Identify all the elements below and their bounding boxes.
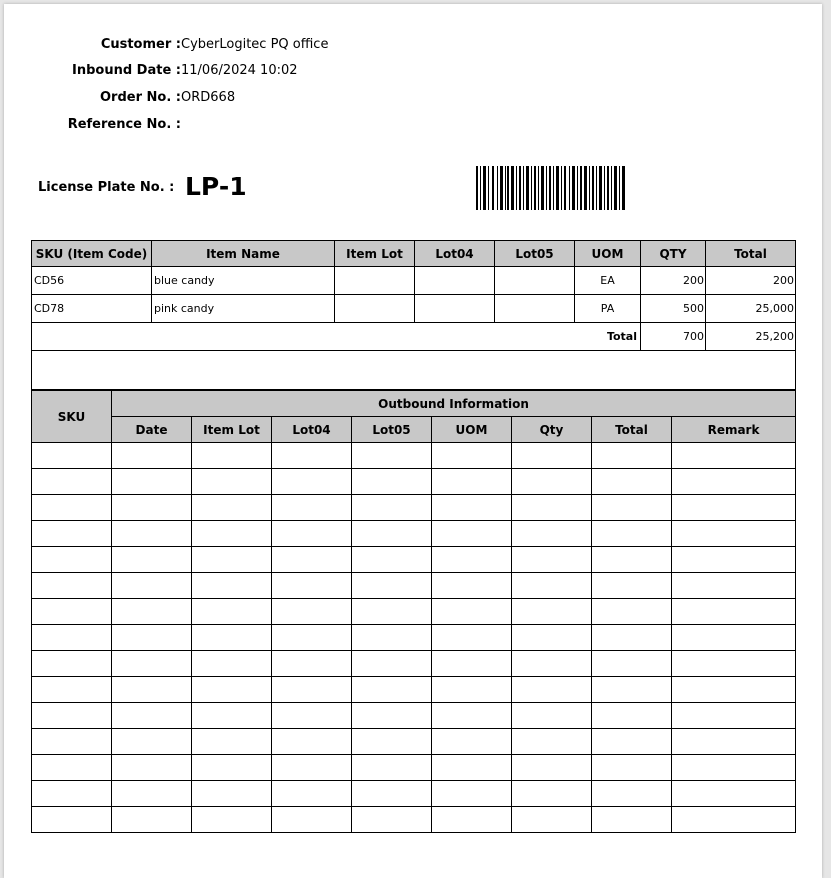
table-row	[32, 807, 796, 833]
empty-cell	[672, 521, 796, 547]
empty-cell	[112, 703, 192, 729]
empty-cell	[112, 755, 192, 781]
empty-cell	[432, 807, 512, 833]
empty-cell	[192, 703, 272, 729]
empty-cell	[112, 651, 192, 677]
header-qty: QTY	[641, 241, 706, 267]
empty-cell	[672, 625, 796, 651]
header-uom: UOM	[575, 241, 641, 267]
empty-cell	[192, 651, 272, 677]
empty-cell	[272, 755, 352, 781]
header-date: Date	[112, 417, 192, 443]
total-row	[32, 323, 796, 351]
empty-cell	[512, 625, 592, 651]
empty-cell	[432, 781, 512, 807]
empty-cell	[32, 469, 112, 495]
cell-item-name: pink candy	[152, 295, 335, 323]
order-no-row	[4, 90, 822, 106]
empty-cell	[592, 573, 672, 599]
table-row	[32, 495, 796, 521]
items-header-row	[32, 241, 796, 267]
empty-cell	[432, 703, 512, 729]
empty-cell	[32, 703, 112, 729]
empty-cell	[512, 703, 592, 729]
customer-label: Customer :	[100, 37, 181, 52]
cell-item-name: blue candy	[152, 267, 335, 295]
cell-total: 25,000	[706, 295, 796, 323]
empty-cell	[512, 521, 592, 547]
empty-cell	[592, 703, 672, 729]
empty-cell	[32, 781, 112, 807]
empty-cell	[32, 443, 112, 469]
empty-cell	[512, 781, 592, 807]
empty-cell	[352, 755, 432, 781]
empty-cell	[672, 729, 796, 755]
header-item-name: Item Name	[152, 241, 335, 267]
empty-cell	[272, 521, 352, 547]
empty-cell	[592, 677, 672, 703]
empty-cell	[272, 729, 352, 755]
inbound-date-row	[4, 63, 822, 79]
empty-cell	[112, 677, 192, 703]
empty-cell	[352, 807, 432, 833]
empty-cell	[672, 807, 796, 833]
reference-no-row	[4, 117, 822, 133]
empty-cell	[352, 495, 432, 521]
empty-cell	[192, 677, 272, 703]
empty-cell	[672, 677, 796, 703]
empty-cell	[432, 521, 512, 547]
empty-cell	[592, 469, 672, 495]
empty-cell	[192, 443, 272, 469]
empty-cell	[272, 573, 352, 599]
empty-cell	[432, 495, 512, 521]
cell-lot05	[495, 267, 575, 295]
empty-cell	[432, 573, 512, 599]
barcode-image	[476, 166, 628, 210]
cell-lot05	[495, 295, 575, 323]
empty-cell	[352, 625, 432, 651]
total-qty: 700	[641, 323, 706, 351]
empty-cell	[32, 547, 112, 573]
empty-cell	[672, 755, 796, 781]
empty-cell	[192, 547, 272, 573]
empty-cell	[272, 495, 352, 521]
header-sku: SKU (Item Code)	[32, 241, 152, 267]
empty-cell	[32, 521, 112, 547]
empty-cell	[352, 521, 432, 547]
outbound-body	[32, 443, 796, 833]
empty-cell	[192, 521, 272, 547]
empty-cell	[352, 651, 432, 677]
cell-lot04	[415, 295, 495, 323]
empty-cell	[592, 807, 672, 833]
license-plate-value: LP-1	[185, 172, 247, 201]
empty-cell	[352, 677, 432, 703]
table-row	[32, 755, 796, 781]
table-row	[32, 573, 796, 599]
header-lot05: Lot05	[352, 417, 432, 443]
empty-cell	[672, 547, 796, 573]
customer-row	[4, 37, 822, 53]
header-qty: Qty	[512, 417, 592, 443]
empty-cell	[672, 599, 796, 625]
empty-cell	[32, 807, 112, 833]
outbound-table	[31, 390, 796, 833]
empty-cell	[352, 729, 432, 755]
header-remark: Remark	[672, 417, 796, 443]
empty-cell	[112, 521, 192, 547]
table-row	[32, 443, 796, 469]
spacer-cell	[32, 351, 796, 390]
empty-cell	[352, 573, 432, 599]
empty-cell	[352, 443, 432, 469]
empty-cell	[112, 573, 192, 599]
table-row	[32, 781, 796, 807]
table-row	[32, 729, 796, 755]
empty-cell	[592, 781, 672, 807]
empty-cell	[272, 677, 352, 703]
table-row	[32, 547, 796, 573]
empty-cell	[512, 495, 592, 521]
empty-cell	[592, 547, 672, 573]
spacer-row	[32, 351, 796, 390]
empty-cell	[592, 729, 672, 755]
table-row	[32, 295, 796, 323]
empty-cell	[432, 755, 512, 781]
empty-cell	[672, 443, 796, 469]
empty-cell	[512, 547, 592, 573]
inbound-date-label: Inbound Date :	[72, 63, 181, 78]
empty-cell	[272, 651, 352, 677]
empty-cell	[192, 755, 272, 781]
table-row	[32, 625, 796, 651]
empty-cell	[192, 495, 272, 521]
empty-cell	[272, 625, 352, 651]
empty-cell	[272, 469, 352, 495]
cell-sku: CD78	[32, 295, 152, 323]
empty-cell	[512, 755, 592, 781]
empty-cell	[432, 651, 512, 677]
empty-cell	[32, 599, 112, 625]
table-row	[32, 651, 796, 677]
empty-cell	[192, 807, 272, 833]
cell-qty: 200	[641, 267, 706, 295]
empty-cell	[272, 599, 352, 625]
empty-cell	[272, 547, 352, 573]
empty-cell	[32, 625, 112, 651]
empty-cell	[112, 443, 192, 469]
empty-cell	[672, 469, 796, 495]
empty-cell	[672, 495, 796, 521]
empty-cell	[192, 625, 272, 651]
header-uom: UOM	[432, 417, 512, 443]
empty-cell	[272, 443, 352, 469]
empty-cell	[32, 755, 112, 781]
empty-cell	[512, 599, 592, 625]
header-lot04: Lot04	[415, 241, 495, 267]
table-row	[32, 599, 796, 625]
table-row	[32, 703, 796, 729]
header-outbound-information: Outbound Information	[112, 391, 796, 417]
empty-cell	[592, 755, 672, 781]
empty-cell	[112, 469, 192, 495]
empty-cell	[112, 495, 192, 521]
total-amount: 25,200	[706, 323, 796, 351]
cell-item-lot	[335, 267, 415, 295]
empty-cell	[512, 729, 592, 755]
empty-cell	[352, 469, 432, 495]
empty-cell	[352, 703, 432, 729]
empty-cell	[32, 651, 112, 677]
header-total: Total	[706, 241, 796, 267]
cell-sku: CD56	[32, 267, 152, 295]
empty-cell	[592, 625, 672, 651]
empty-cell	[432, 729, 512, 755]
license-plate-label: License Plate No. :	[38, 180, 175, 195]
empty-cell	[352, 599, 432, 625]
empty-cell	[192, 781, 272, 807]
empty-cell	[592, 599, 672, 625]
cell-item-lot	[335, 295, 415, 323]
empty-cell	[192, 599, 272, 625]
customer-value: CyberLogitec PQ office	[181, 37, 329, 52]
empty-cell	[672, 703, 796, 729]
empty-cell	[272, 807, 352, 833]
empty-cell	[592, 521, 672, 547]
header-item-lot: Item Lot	[335, 241, 415, 267]
cell-uom: PA	[575, 295, 641, 323]
empty-cell	[512, 651, 592, 677]
header-item-lot: Item Lot	[192, 417, 272, 443]
empty-cell	[112, 781, 192, 807]
empty-cell	[32, 495, 112, 521]
reference-no-label: Reference No. :	[67, 117, 181, 132]
empty-cell	[432, 599, 512, 625]
cell-uom: EA	[575, 267, 641, 295]
table-row	[32, 469, 796, 495]
empty-cell	[512, 469, 592, 495]
document-page	[4, 4, 822, 878]
empty-cell	[352, 781, 432, 807]
empty-cell	[272, 703, 352, 729]
empty-cell	[112, 599, 192, 625]
empty-cell	[32, 573, 112, 599]
empty-cell	[32, 677, 112, 703]
inbound-date-value: 11/06/2024 10:02	[181, 63, 298, 78]
empty-cell	[112, 729, 192, 755]
items-table	[31, 240, 796, 390]
empty-cell	[592, 495, 672, 521]
empty-cell	[432, 469, 512, 495]
empty-cell	[512, 573, 592, 599]
empty-cell	[432, 547, 512, 573]
total-label: Total	[32, 323, 641, 351]
empty-cell	[272, 781, 352, 807]
order-no-label: Order No. :	[100, 90, 181, 105]
empty-cell	[512, 677, 592, 703]
header-lot05: Lot05	[495, 241, 575, 267]
cell-total: 200	[706, 267, 796, 295]
outbound-group-header-row	[32, 391, 796, 417]
empty-cell	[192, 573, 272, 599]
cell-lot04	[415, 267, 495, 295]
empty-cell	[112, 547, 192, 573]
empty-cell	[432, 443, 512, 469]
empty-cell	[32, 729, 112, 755]
empty-cell	[672, 651, 796, 677]
empty-cell	[192, 729, 272, 755]
empty-cell	[592, 651, 672, 677]
empty-cell	[672, 781, 796, 807]
header-outbound-sku: SKU	[32, 391, 112, 443]
empty-cell	[112, 625, 192, 651]
table-row	[32, 521, 796, 547]
empty-cell	[432, 677, 512, 703]
cell-qty: 500	[641, 295, 706, 323]
empty-cell	[432, 625, 512, 651]
empty-cell	[512, 807, 592, 833]
empty-cell	[512, 443, 592, 469]
empty-cell	[352, 547, 432, 573]
order-no-value: ORD668	[181, 90, 236, 105]
header-total: Total	[592, 417, 672, 443]
table-row	[32, 267, 796, 295]
header-lot04: Lot04	[272, 417, 352, 443]
empty-cell	[592, 443, 672, 469]
empty-cell	[672, 573, 796, 599]
empty-cell	[192, 469, 272, 495]
table-row	[32, 677, 796, 703]
empty-cell	[112, 807, 192, 833]
outbound-header-row	[32, 417, 796, 443]
